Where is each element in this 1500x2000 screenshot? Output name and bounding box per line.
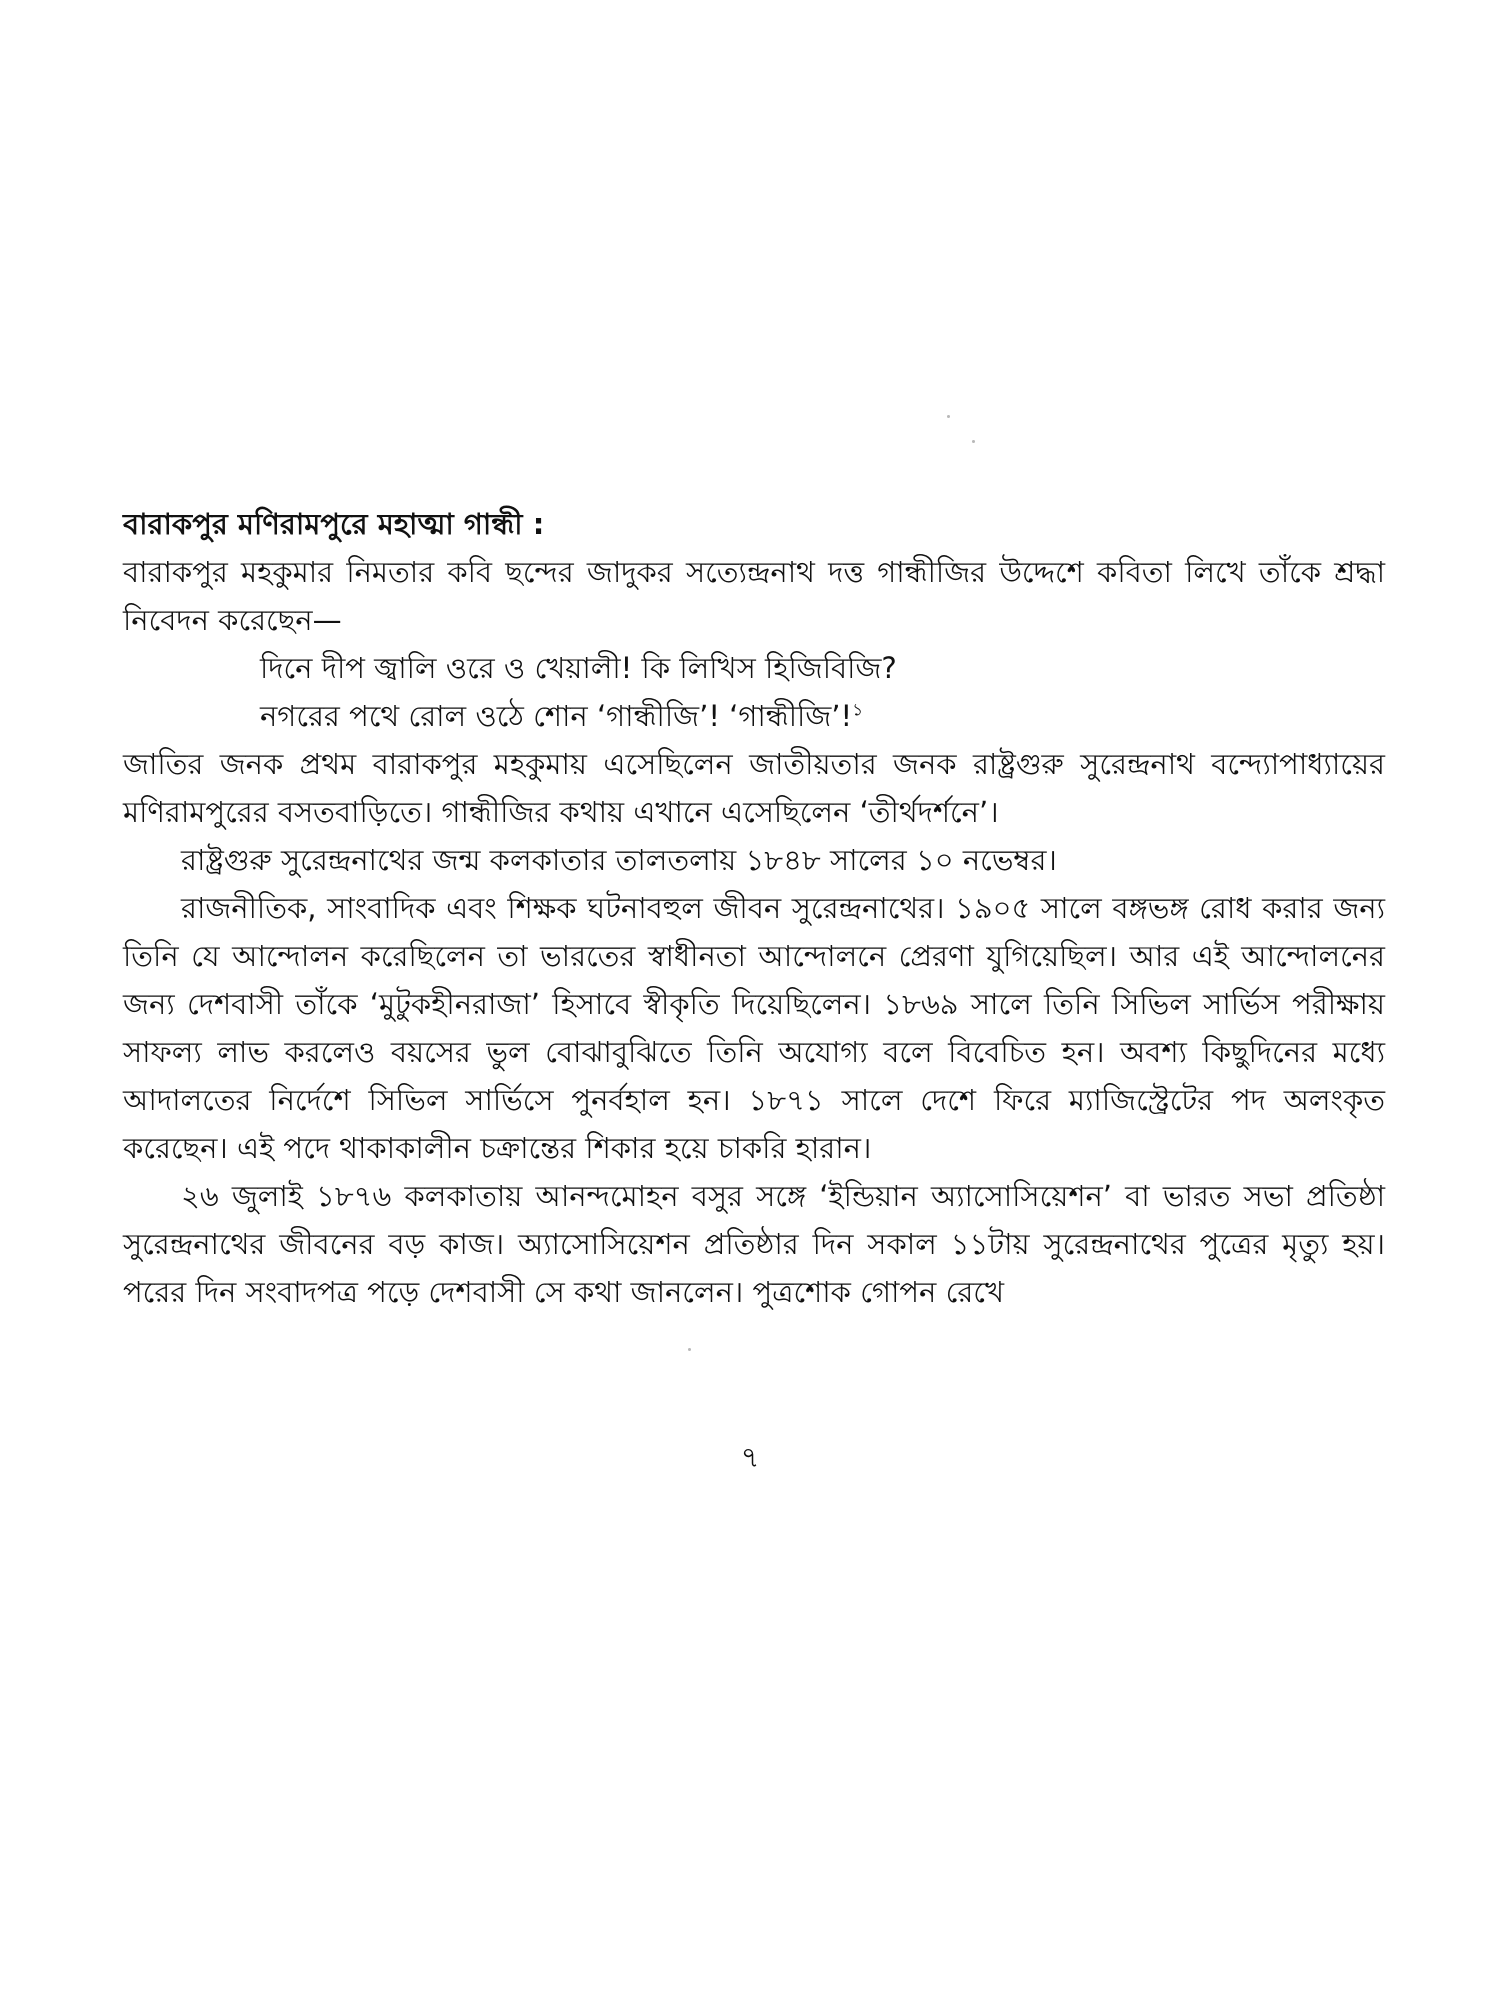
footnote-marker: ১ [852, 700, 864, 721]
paragraph-first-visit: জাতির জনক প্রথম বারাকপুর মহকুমায় এসেছিলেন জাতীয়তার জনক রাষ্ট্রগুরু সুরেন্দ্রনাথ বন্দ্যোপাধ্যায়ের মণিরামপুরের বসতবাড়িতে। গান্ধীজির কথায় এখানে এসেছিলেন ‘তীর্থদর্শনে’। [123, 747, 1385, 829]
scan-speck [688, 1348, 691, 1351]
poem-quote [123, 644, 1385, 740]
paragraph-career: রাজনীতিক, সাংবাদিক এবং শিক্ষক ঘটনাবহুল জীবন সুরেন্দ্রনাথের। ১৯০৫ সালে বঙ্গভঙ্গ রোধ করার জন্য তিনি যে আন্দোলন করেছিলেন তা ভারতের স্বাধীনতা আন্দোলনে প্রেরণা যুগিয়েছিল। আর এই আন্দোলনের জন্য দেশবাসী তাঁকে ‘মুটুকহীনরাজা’ হিসাবে স্বীকৃতি দিয়েছিলেন। ১৮৬৯ সালে তিনি সিভিল সার্ভিস পরীক্ষায় সাফল্য লাভ করলেও বয়সের ভুল বোঝাবুঝিতে তিনি অযোগ্য বলে বিবেচিত হন। অবশ্য কিছুদিনের মধ্যে আদালতের নির্দেশে সিভিল সার্ভিসে পুনর্বহাল হন। ১৮৭১ সালে দেশে ফিরে ম্যাজিস্ট্রেটের পদ অলংকৃত করেছেন। এই পদে থাকাকালীন চক্রান্তের শিকার হয়ে চাকরি হারান। [123, 891, 1385, 1165]
paragraph-association: ২৬ জুলাই ১৮৭৬ কলকাতায় আনন্দমোহন বসুর সঙ্গে ‘ইন্ডিয়ান অ্যাসোসিয়েশন’ বা ভারত সভা প্রতিষ্ঠা সুরেন্দ্রনাথের জীবনের বড় কাজ। অ্যাসোসিয়েশন প্রতিষ্ঠার দিন সকাল ১১টায় সুরেন্দ্রনাথের পুত্রের মৃত্যু হয়। পরের দিন সংবাদপত্র পড়ে দেশবাসী সে কথা জানলেন। পুত্রশোক গোপন রেখে [123, 1179, 1385, 1309]
page-number: ৭ [740, 1440, 760, 1474]
poem-line-1: দিনে দীপ জ্বালি ওরে ও খেয়ালী! কি লিখিস হিজিবিজি? [260, 651, 897, 685]
scan-speck [972, 440, 975, 443]
paragraph-birth: রাষ্ট্রগুরু সুরেন্দ্রনাথের জন্ম কলকাতার তালতলায় ১৮৪৮ সালের ১০ নভেম্বর। [181, 843, 1057, 877]
body-text [123, 500, 1385, 1316]
scan-speck [947, 415, 950, 418]
poem-line-2-text: নগরের পথে রোল ওঠে শোন ‘গান্ধীজি’! ‘গান্ধীজি’! [260, 699, 853, 733]
poem-line-2 [260, 692, 1385, 740]
section-heading: বারাকপুর মণিরামপুরে মহাত্মা গান্ধী : [123, 507, 545, 541]
intro-paragraph: বারাকপুর মহকুমার নিমতার কবি ছন্দের জাদুকর সত্যেন্দ্রনাথ দত্ত গান্ধীজির উদ্দেশে কবিতা লিখে তাঁকে শ্রদ্ধা নিবেদন করেছেন— [123, 555, 1385, 637]
